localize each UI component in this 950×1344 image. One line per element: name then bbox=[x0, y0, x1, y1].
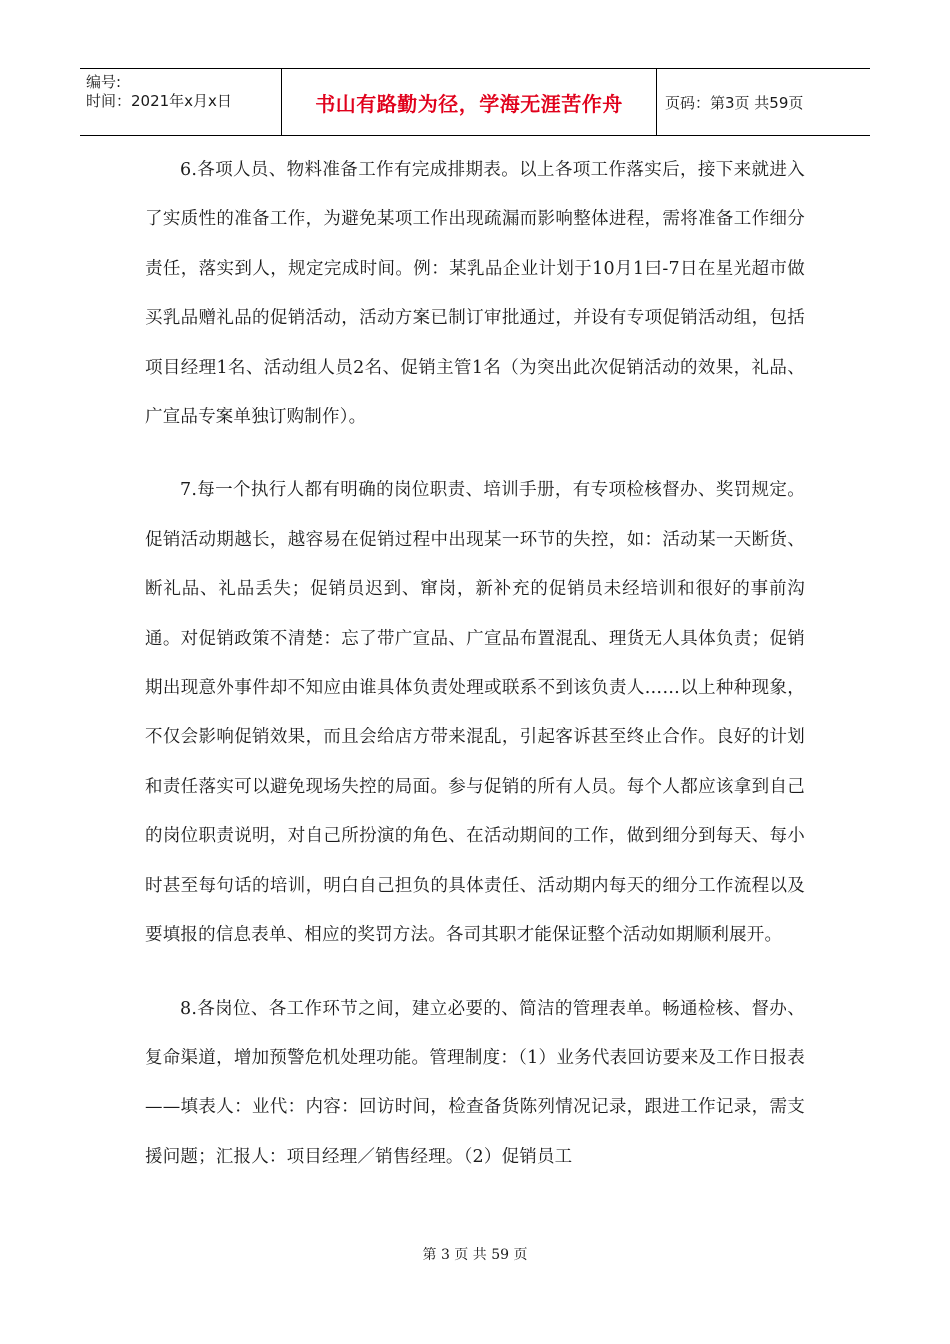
header-page-info: 页码：第3页 共59页 bbox=[665, 93, 804, 112]
header-motto-cell bbox=[281, 69, 657, 135]
document-body bbox=[145, 146, 805, 1206]
paragraph-6: 6.各项人员、物料准备工作有完成排期表。以上各项工作落实后，接下来就进入了实质性的准备工作，为避免某项工作出现疏漏而影响整体进程，需将准备工作细分责任，落实到人，规定完成时间。例：某乳品企业计划于10月1曰-7日在星光超市做买乳品赠礼品的促销活动，活动方案已制订审批通过，并设有专项促销活动组，包括项目经理1名、活动组人员2名、促销主管1名（为突出此次促销活动的效果，礼品、广宣品专案单独订购制作）。 bbox=[145, 160, 805, 428]
document-number-label: 编号: bbox=[86, 73, 122, 91]
paragraph-8: 8.各岗位、各工作环节之间，建立必要的、简洁的管理表单。畅通检核、督办、复命渠道，增加预警危机处理功能。管理制度：（1）业务代表回访要来及工作日报表——填表人：业代：内容：回访时间，检查备货陈列情况记录，跟进工作记录，需支援问题；汇报人：项目经理／销售经理。（2）促销员工 bbox=[145, 998, 805, 1167]
header-page-cell bbox=[657, 69, 870, 135]
page-header bbox=[80, 68, 870, 136]
header-motto: 书山有路勤为径，学海无涯苦作舟 bbox=[315, 91, 623, 116]
paragraph-7: 7.每一个执行人都有明确的岗位职责、培训手册，有专项检核督办、奖罚规定。促销活动期越长，越容易在促销过程中出现某一环节的失控，如：活动某一天断货、断礼品、礼品丢失；促销员迟到、窜岗，新补充的促销员未经培训和很好的事前沟通。对促销政策不清楚：忘了带广宣品、广宣品布置混乱、理货无人具体负责；促销期出现意外事件却不知应由谁具体负责处理或联系不到该负责人……以上种种现象，不仅会影响促销效果，而且会给店方带来混乱，引起客诉甚至终止合作。良好的计划和责任落实可以避免现场失控的局面。参与促销的所有人员。每个人都应该拿到自己的岗位职责说明，对自己所扮演的角色、在活动期间的工作，做到细分到每天、每小时甚至每句话的培训，明白自己担负的具体责任、活动期内每天的细分工作流程以及要填报的信息表单、相应的奖罚方法。各司其职才能保证整个活动如期顺利展开。 bbox=[145, 480, 805, 946]
document-date: 时间：2021年x月x日 bbox=[86, 92, 232, 110]
page-footer: 第 3 页 共 59 页 bbox=[422, 1247, 528, 1263]
header-left-cell bbox=[80, 69, 281, 135]
